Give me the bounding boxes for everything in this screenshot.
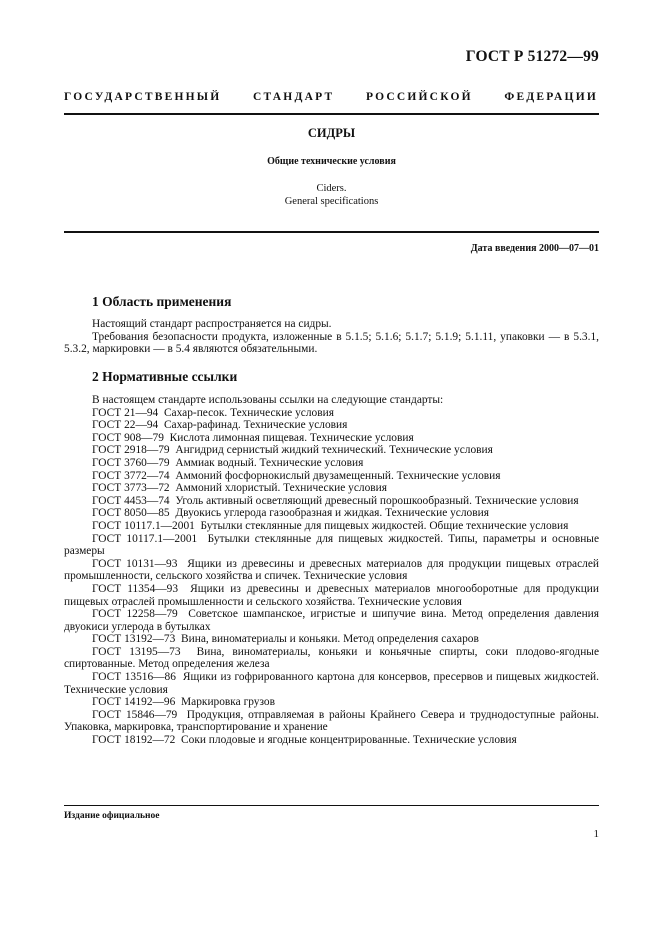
- reference-item: [64, 709, 599, 734]
- reference-title: Ящики из древесины и древесных материалов многооборотные для продукции пищевых отраслей промышленности и сельского хозяйства. Технические условия: [64, 582, 599, 608]
- reference-item: [64, 507, 599, 520]
- reference-item: [64, 633, 599, 646]
- section-2-body: [64, 394, 599, 747]
- reference-code: ГОСТ 12258—79: [92, 608, 178, 621]
- reference-code: ГОСТ 13516—86: [92, 671, 176, 684]
- reference-item: [64, 495, 599, 508]
- reference-item: [64, 432, 599, 445]
- document-title: СИДРЫ: [307, 126, 356, 140]
- reference-item: [64, 533, 599, 558]
- reference-title: Аммоний хлористый. Технические условия: [175, 482, 387, 495]
- english-title-line-2: General specifications: [284, 196, 379, 207]
- reference-title: Ящики из древесины и древесных материалов для продукции пищевых отраслей промышленности, сельского хозяйства и спичек. Технические условия: [64, 557, 599, 583]
- reference-item: [64, 444, 599, 457]
- reference-code: ГОСТ 3760—79: [92, 456, 170, 469]
- reference-code: ГОСТ 21—94: [92, 406, 159, 419]
- english-title: [64, 182, 599, 208]
- reference-code: ГОСТ 10117.1—2001: [92, 519, 195, 532]
- reference-code: ГОСТ 18192—72: [92, 734, 176, 747]
- reference-item: [64, 470, 599, 483]
- reference-title: Ангидрид сернистый жидкий технический. Технические условия: [175, 444, 493, 457]
- reference-item: [64, 734, 599, 747]
- reference-item: [64, 520, 599, 533]
- reference-title: Бутылки стеклянные для пищевых жидкостей. Типы, параметры и основные размеры: [64, 532, 600, 558]
- references-list: [64, 407, 599, 747]
- reference-title: Ящики из гофрированного картона для консервов, пресервов и пищевых жидкостей. Технические условия: [64, 671, 599, 696]
- reference-code: ГОСТ 11354—93: [92, 582, 179, 595]
- reference-title: Сахар-рафинад. Технические условия: [163, 419, 348, 432]
- references-intro: В настоящем стандарте использованы ссылки на следующие стандарты:: [92, 394, 444, 406]
- reference-title: Сахар-песок. Технические условия: [163, 406, 334, 419]
- reference-code: ГОСТ 8050—85: [92, 507, 170, 520]
- document-subtitle: Общие технические условия: [267, 156, 396, 167]
- english-title-line-1: Ciders.: [316, 183, 347, 194]
- reference-title: Аммиак водный. Технические условия: [175, 456, 364, 469]
- page-number: 1: [593, 828, 599, 840]
- top-divider: [64, 113, 599, 115]
- reference-code: ГОСТ 13195—73: [92, 645, 181, 658]
- reference-code: ГОСТ 14192—96: [92, 696, 176, 709]
- reference-code: ГОСТ 13192—73: [92, 633, 176, 646]
- reference-code: ГОСТ 2918—79: [92, 444, 170, 457]
- section-1-paragraph: Требования безопасности продукта, изложенные в 5.1.5; 5.1.6; 5.1.7; 5.1.9; 5.1.11, упаковки — в 5.3.1, 5.3.2, маркировки — в 5.4 являются обязательными.: [64, 330, 599, 356]
- section-1-heading: 1 Область применения: [92, 294, 232, 309]
- state-standard-header: ГОСУДАРСТВЕННЫЙ СТАНДАРТ РОССИЙСКОЙ ФЕДЕРАЦИИ: [64, 91, 598, 103]
- reference-item: [64, 646, 599, 671]
- reference-code: ГОСТ 4453—74: [92, 494, 170, 507]
- reference-code: ГОСТ 3772—74: [92, 469, 170, 482]
- reference-code: ГОСТ 10131—93: [92, 557, 178, 570]
- section-2-heading: 2 Нормативные ссылки: [92, 369, 238, 384]
- section-1-body: [64, 318, 599, 356]
- reference-title: Двуокись углерода газообразная и жидкая. Технические условия: [175, 507, 489, 520]
- reference-item: [64, 608, 599, 633]
- reference-item: [64, 558, 599, 583]
- gost-code: ГОСТ Р 51272—99: [465, 48, 599, 65]
- reference-item: [64, 482, 599, 495]
- reference-code: ГОСТ 3773—72: [92, 482, 170, 495]
- reference-item: [64, 407, 599, 420]
- reference-code: ГОСТ 15846—79: [92, 708, 178, 721]
- reference-title: Вина, виноматериалы и коньяки. Метод определения сахаров: [181, 633, 479, 646]
- reference-code: ГОСТ 22—94: [92, 419, 159, 432]
- footer-divider: [64, 805, 599, 806]
- section-1-paragraph: Настоящий стандарт распространяется на сидры.: [92, 318, 332, 330]
- reference-title: Бутылки стеклянные для пищевых жидкостей. Общие технические условия: [200, 519, 569, 532]
- reference-title: Соки плодовые и ягодные концентрированные. Технические условия: [181, 734, 517, 747]
- reference-title: Уголь активный осветляющий древесный порошкообразный. Технические условия: [175, 494, 579, 507]
- reference-title: Маркировка грузов: [181, 696, 275, 709]
- reference-code: ГОСТ 10117.1—2001: [92, 532, 198, 545]
- reference-item: [64, 457, 599, 470]
- reference-item: [64, 696, 599, 709]
- edition-label: Издание официальное: [64, 811, 160, 821]
- title-divider: [64, 231, 599, 233]
- reference-item: [64, 419, 599, 432]
- introduction-date: Дата введения 2000—07—01: [470, 243, 599, 254]
- reference-title: Советское шампанское, игристые и шипучие вина. Метод определения давления двуокиси углерода в бутылках: [64, 608, 600, 633]
- reference-item: [64, 671, 599, 696]
- reference-title: Продукция, отправляемая в районы Крайнего Севера и труднодоступные районы. Упаковка, маркировка, транспортирование и хранение: [64, 708, 599, 734]
- reference-title: Вина, виноматериалы, коньяки и коньячные спирты, соки плодово-ягодные спиртованные. Метод определения железа: [64, 645, 600, 671]
- reference-title: Аммоний фосфорнокислый двузамещенный. Технические условия: [175, 469, 501, 482]
- reference-item: [64, 583, 599, 608]
- reference-title: Кислота лимонная пищевая. Технические условия: [169, 431, 414, 444]
- reference-code: ГОСТ 908—79: [92, 431, 164, 444]
